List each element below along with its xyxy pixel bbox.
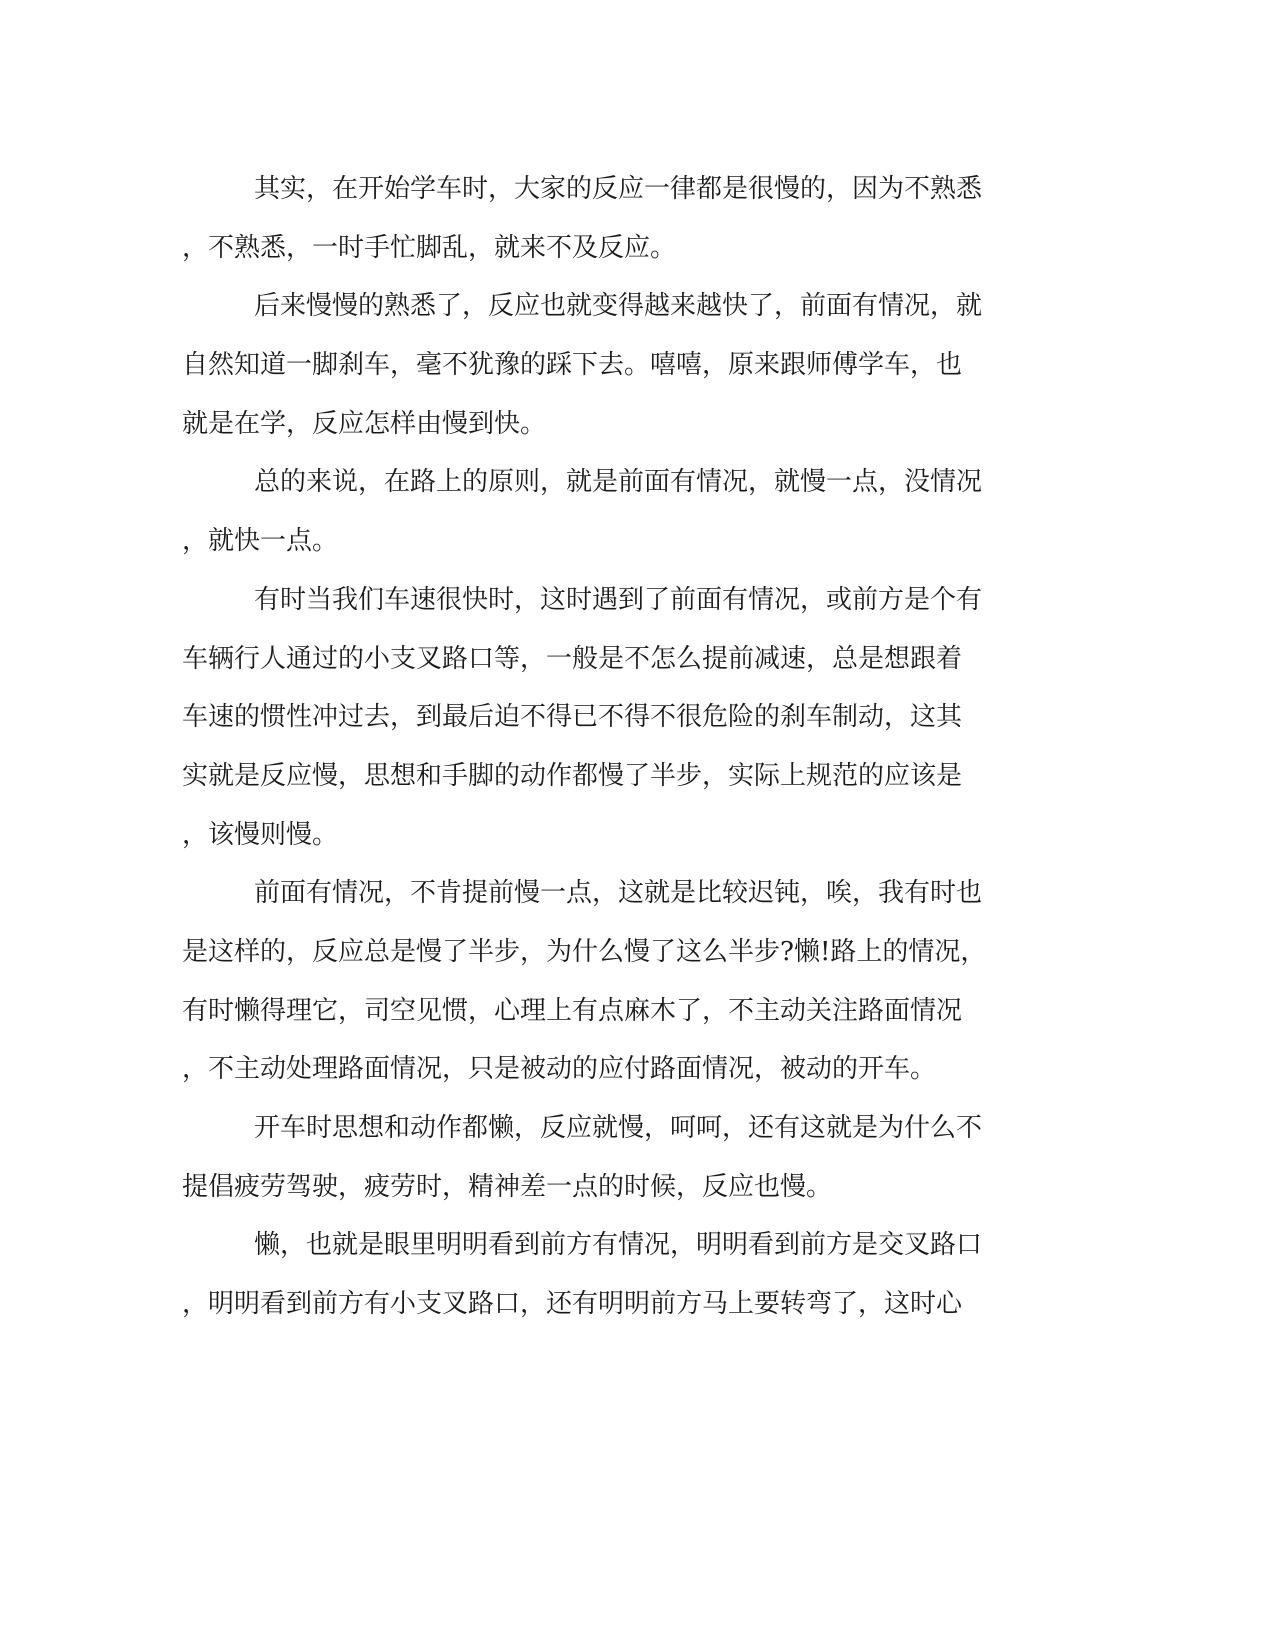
text-line: 车辆行人通过的小支叉路口等，一般是不怎么提前减速，总是想跟着 bbox=[182, 643, 963, 674]
text-line: 后来慢慢的熟悉了，反应也就变得越来越快了，前面有情况，就 bbox=[254, 291, 983, 322]
text-line: 提倡疲劳驾驶，疲劳时，精神差一点的时候，反应也慢。 bbox=[182, 1171, 833, 1202]
text-line: 前面有情况，不肯提前慢一点，这就是比较迟钝，唉，我有时也 bbox=[254, 878, 983, 909]
text-line: 实就是反应慢，思想和手脚的动作都慢了半步，实际上规范的应该是 bbox=[182, 760, 963, 791]
body-text bbox=[182, 160, 1042, 1334]
text-line: ，不熟悉，一时手忙脚乱，就来不及反应。 bbox=[182, 232, 677, 263]
text-line: 懒，也就是眼里明明看到前方有情况，明明看到前方是交叉路口 bbox=[254, 1230, 983, 1261]
text-line: 有时当我们车速很快时，这时遇到了前面有情况，或前方是个有 bbox=[254, 584, 983, 615]
text-line: 是这样的，反应总是慢了半步，为什么慢了这么半步?懒!路上的情况， bbox=[182, 936, 987, 967]
text-line: 有时懒得理它，司空见惯，心理上有点麻木了，不主动关注路面情况 bbox=[182, 995, 963, 1026]
text-line: ，就快一点。 bbox=[182, 526, 339, 557]
text-line: ，该慢则慢。 bbox=[182, 819, 339, 850]
text-line: 总的来说，在路上的原则，就是前面有情况，就慢一点，没情况 bbox=[254, 467, 983, 498]
text-line: 其实，在开始学车时，大家的反应一律都是很慢的，因为不熟悉 bbox=[254, 174, 983, 204]
text-line: ，不主动处理路面情况，只是被动的应付路面情况，被动的开车。 bbox=[182, 1054, 937, 1085]
text-line: 开车时思想和动作都懒，反应就慢，呵呵，还有这就是为什么不 bbox=[254, 1113, 983, 1143]
text-line: 就是在学，反应怎样由慢到快。 bbox=[182, 408, 547, 439]
text-line: 车速的惯性冲过去，到最后迫不得已不得不很危险的刹车制动，这其 bbox=[182, 702, 963, 733]
text-line: 自然知道一脚刹车，毫不犹豫的踩下去。嘻嘻，原来跟师傅学车，也 bbox=[182, 350, 963, 381]
text-line: ，明明看到前方有小支叉路口，还有明明前方马上要转弯了，这时心 bbox=[182, 1289, 963, 1320]
